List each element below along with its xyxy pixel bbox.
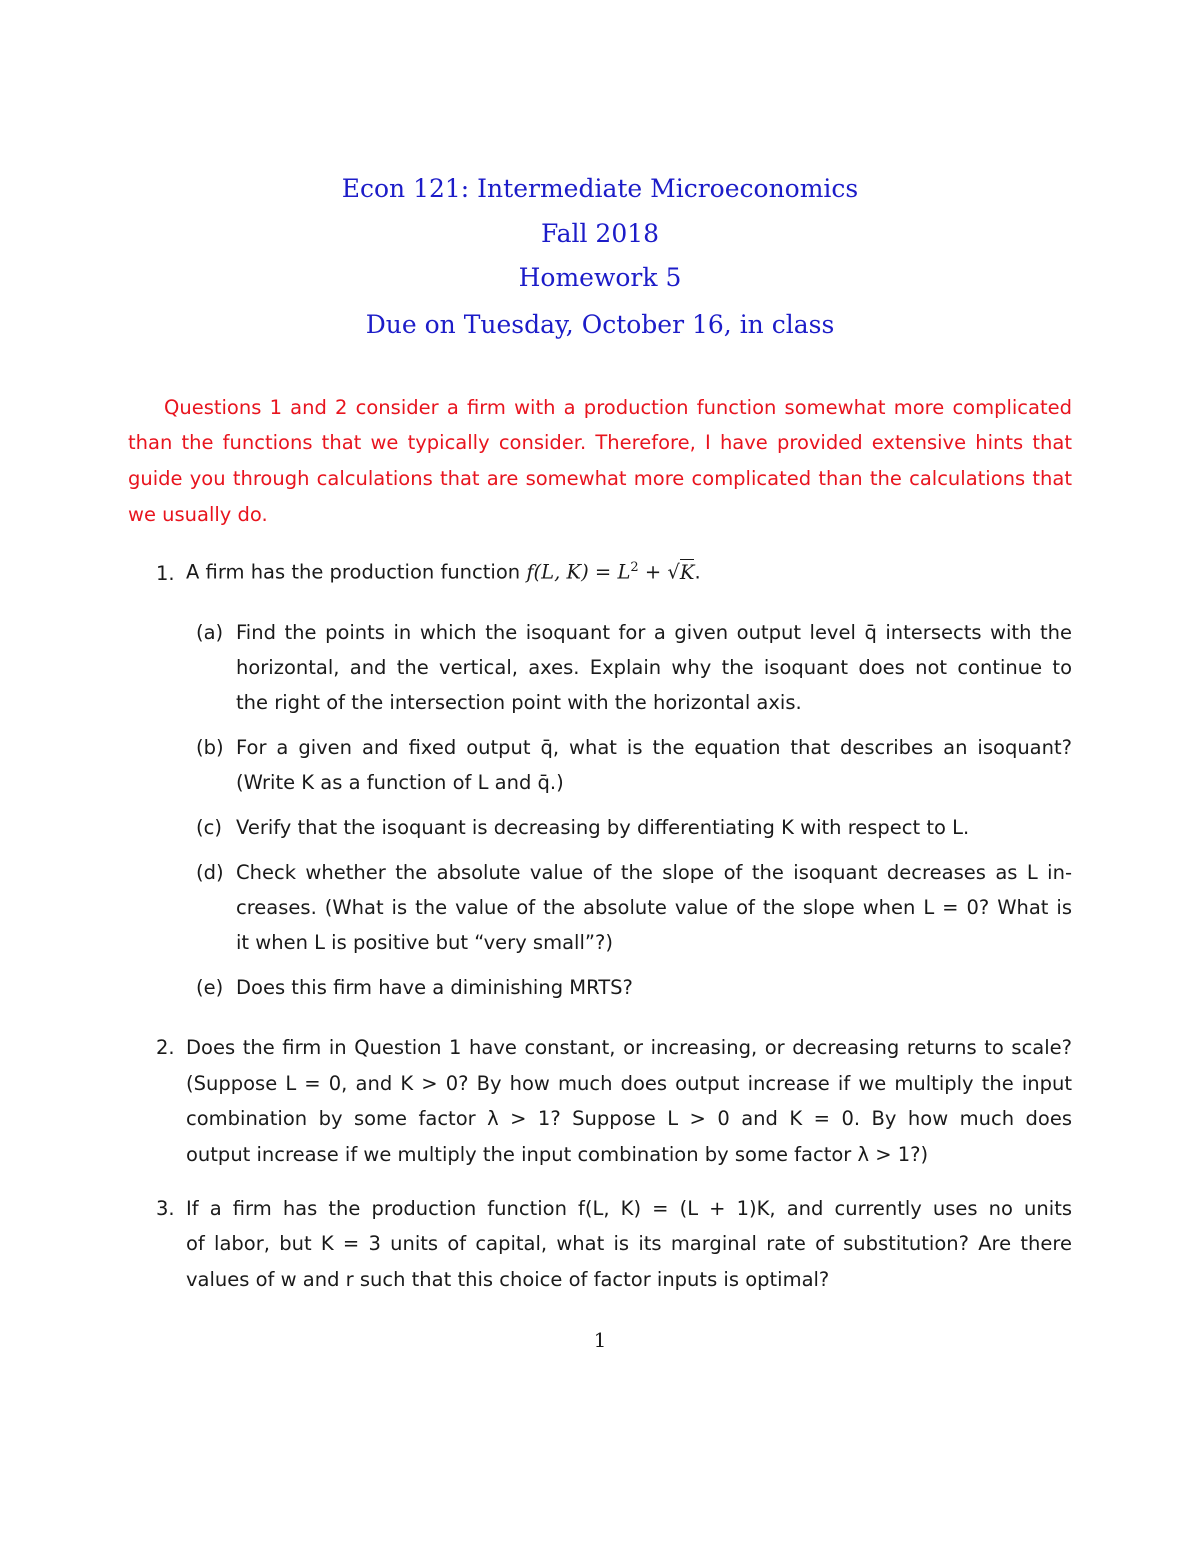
note-line: guide you through calculations that are somewhat more complicated than the calculations that: [128, 467, 1072, 490]
subquestion-label: (d): [196, 861, 224, 884]
question-3-line: If a firm has the production function f(L, K) = (L + 1)K, and currently uses no units: [186, 1197, 1072, 1220]
subquestion-a-line: Find the points in which the isoquant for a given output level q̄ intersects with the: [236, 621, 1072, 644]
question-3-line: of labor, but K = 3 units of capital, what is its marginal rate of substitution? Are there: [186, 1232, 1072, 1255]
formula-f: f: [526, 560, 534, 584]
subquestion-c-line: Verify that the isoquant is decreasing by differentiating K with respect to L.: [236, 816, 970, 839]
subquestion-label: (a): [196, 621, 224, 644]
formula-exponent: 2: [630, 560, 639, 575]
subquestion-e-line: Does this firm have a diminishing MRTS?: [236, 976, 633, 999]
formula-l: L: [617, 560, 631, 584]
subquestion-d-line: it when L is positive but “very small”?): [236, 931, 613, 954]
formula-args: (L, K): [533, 560, 589, 584]
note-line: Questions 1 and 2 consider a firm with a production function somewhat more complicated: [164, 396, 1072, 419]
subquestion-label: (e): [196, 976, 224, 999]
question-number: 3.: [156, 1197, 175, 1220]
question-2-line: Does the firm in Question 1 have constant, or increasing, or decreasing returns to scale?: [186, 1036, 1072, 1059]
formula-end: .: [694, 560, 701, 584]
subquestion-a-line: the right of the intersection point with the horizontal axis.: [236, 691, 802, 714]
assignment-title: Homework 5: [518, 263, 682, 292]
note-line: than the functions that we typically consider. Therefore, I have provided extensive hints that: [128, 431, 1072, 454]
subquestion-d-line: Check whether the absolute value of the slope of the isoquant decreases as L in-: [236, 861, 1072, 884]
question-1-text: A firm has the production function: [186, 560, 521, 584]
page-number: 1: [593, 1328, 607, 1352]
sqrt-icon: √: [667, 560, 680, 584]
subquestion-b-line: (Write K as a function of L and q̄.): [236, 771, 564, 794]
question-2-line: combination by some factor λ > 1? Suppose L > 0 and K = 0. By how much does: [186, 1107, 1072, 1130]
subquestion-d-line: creases. (What is the value of the absolute value of the slope when L = 0? What is: [236, 896, 1072, 919]
question-2-line: (Suppose L = 0, and K > 0? By how much does output increase if we multiply the input: [186, 1072, 1072, 1095]
question-number: 2.: [156, 1036, 175, 1059]
term: Fall 2018: [540, 219, 660, 248]
question-2-line: output increase if we multiply the input combination by some factor λ > 1?): [186, 1143, 929, 1166]
subquestion-label: (c): [196, 816, 222, 839]
formula-eq: =: [588, 560, 618, 584]
note-line: we usually do.: [128, 503, 268, 526]
subquestion-b-line: For a given and fixed output q̄, what is the equation that describes an isoquant?: [236, 736, 1072, 759]
formula-k: K: [679, 560, 695, 584]
subquestion-a-line: horizontal, and the vertical, axes. Explain why the isoquant does not continue to: [236, 656, 1072, 679]
formula-plus: +: [638, 560, 668, 584]
course-title: Econ 121: Intermediate Microeconomics: [341, 174, 859, 203]
subquestion-label: (b): [196, 736, 224, 759]
due-date: Due on Tuesday, October 16, in class: [365, 310, 835, 339]
question-number: 1.: [156, 562, 175, 585]
question-1-stem: [186, 560, 701, 584]
question-3-line: values of w and r such that this choice of factor inputs is optimal?: [186, 1268, 830, 1291]
